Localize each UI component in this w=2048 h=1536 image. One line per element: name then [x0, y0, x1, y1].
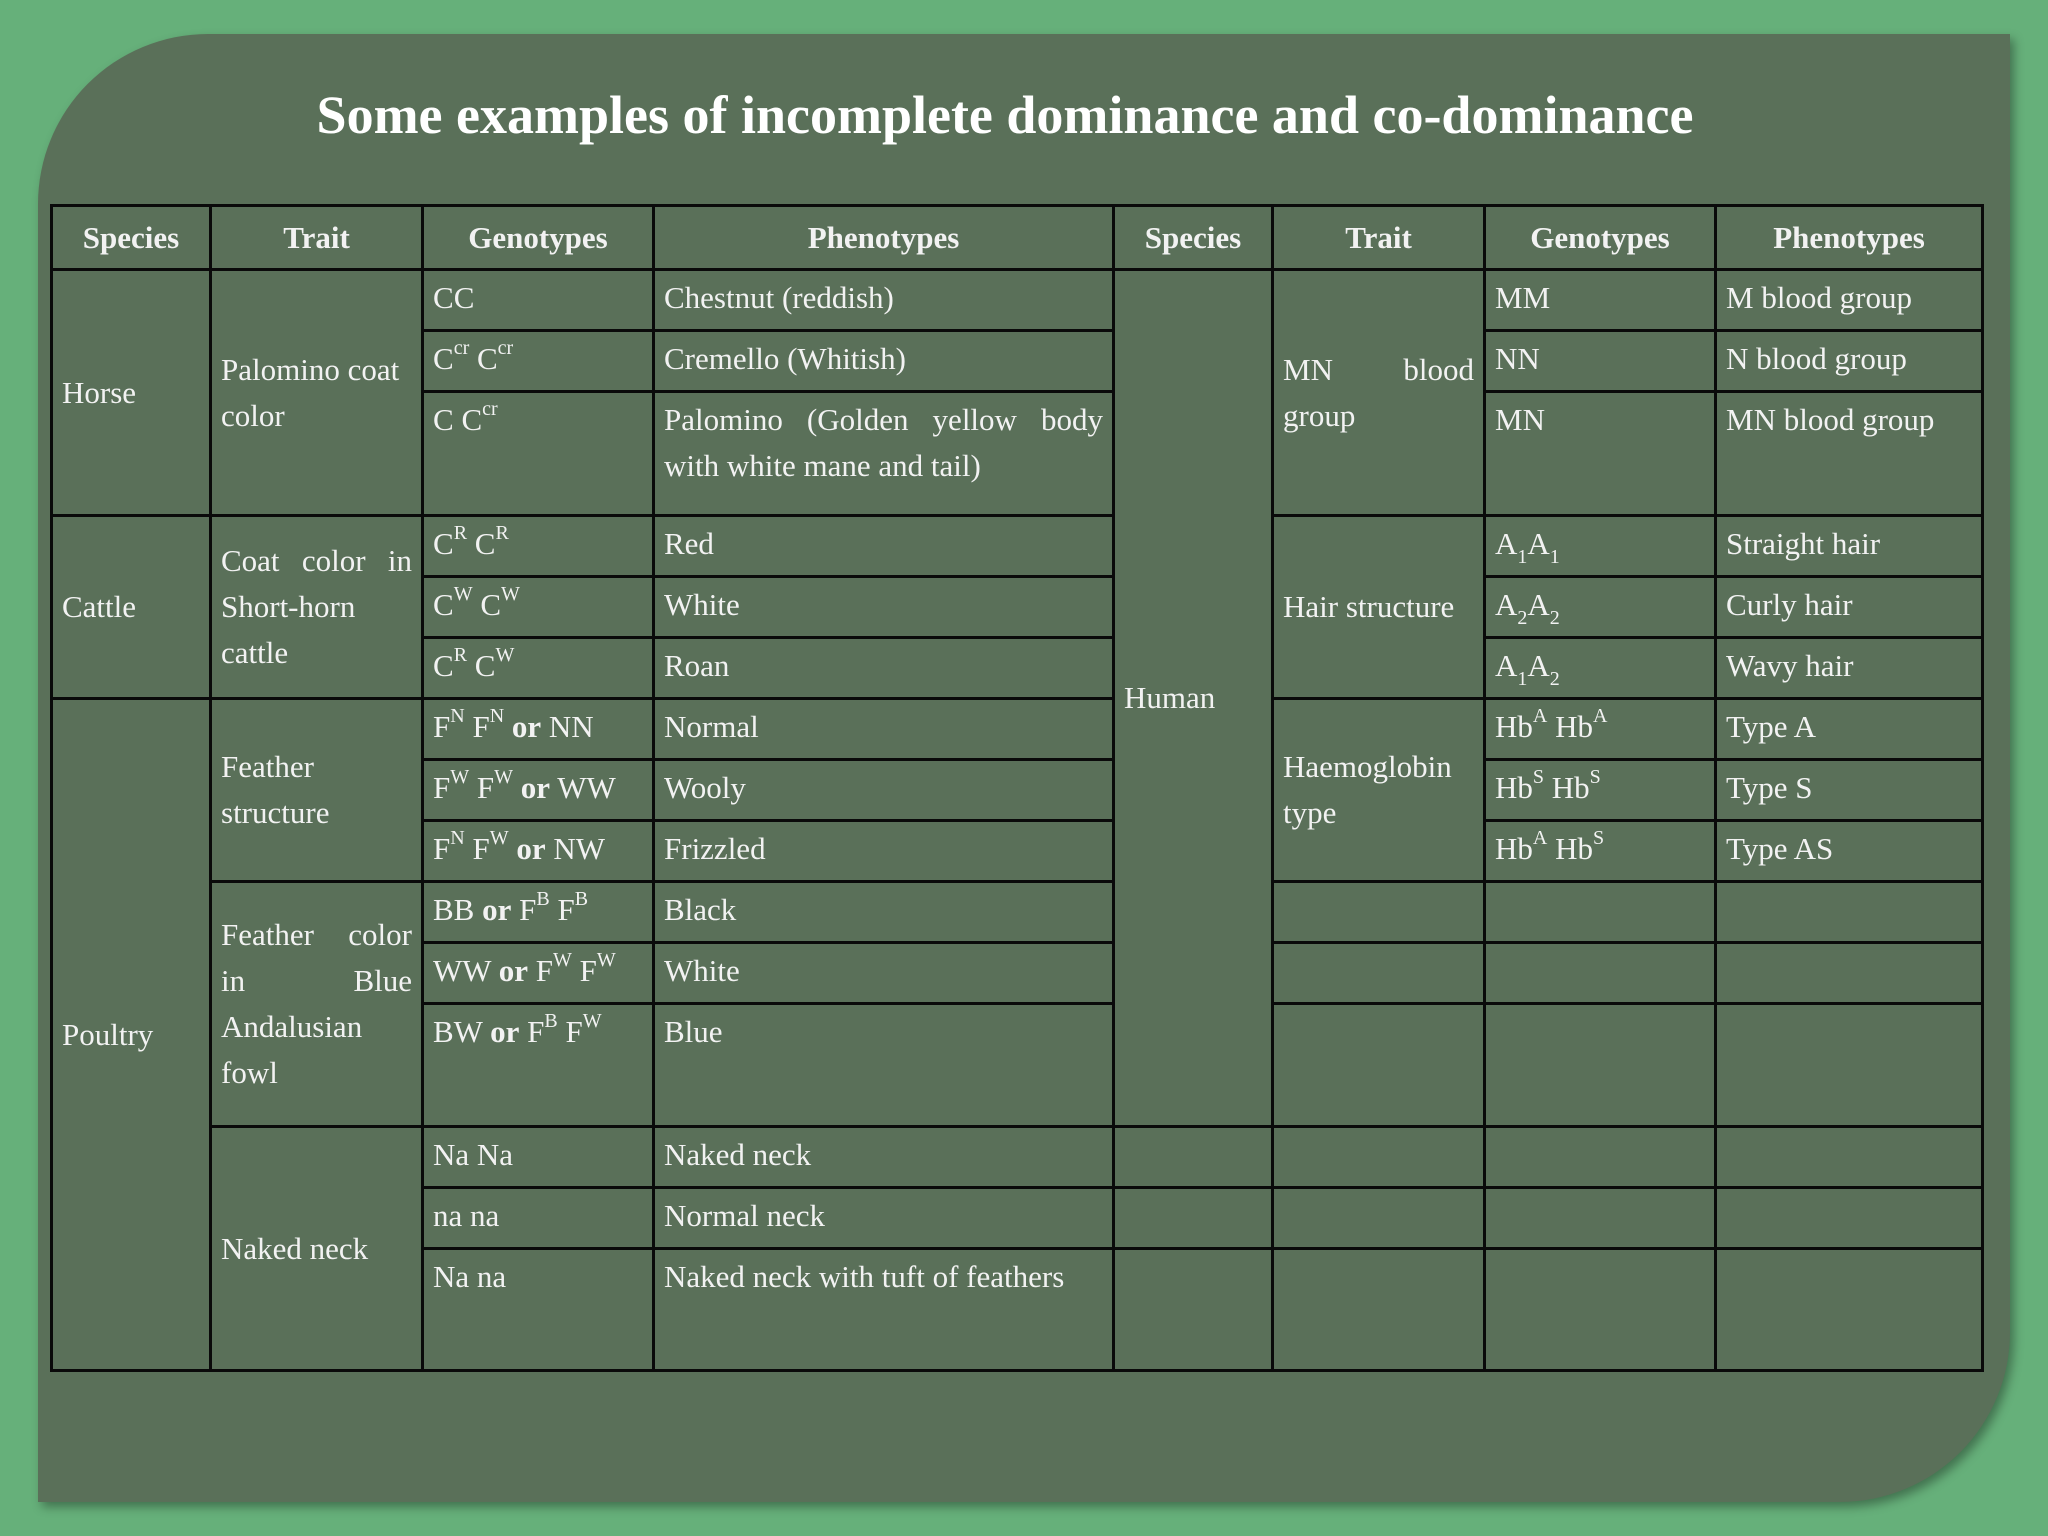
header-genotypes-left: Genotypes	[423, 206, 654, 270]
genotype-cell: na na	[423, 1188, 654, 1249]
empty-cell	[1273, 1188, 1485, 1249]
empty-cell	[1273, 1249, 1485, 1371]
genotype-cell: $C^W$ $C^W$	[423, 577, 654, 638]
empty-cell	[1716, 882, 1983, 943]
genotype-cell: $Hb^S$ $Hb^S$	[1485, 760, 1716, 821]
phenotype-cell: Red	[654, 516, 1114, 577]
empty-cell	[1273, 882, 1485, 943]
phenotype-cell: Cremello (Whitish)	[654, 331, 1114, 392]
genotype-cell: BB or $F^B$ $F^B$	[423, 882, 654, 943]
empty-cell	[1716, 1127, 1983, 1188]
empty-cell	[1485, 1004, 1716, 1127]
empty-cell	[1716, 1188, 1983, 1249]
trait-mn-blood-group: MN blood group	[1273, 270, 1485, 516]
genotype-cell: C $C^{cr}$	[423, 392, 654, 516]
phenotype-cell: Curly hair	[1716, 577, 1983, 638]
phenotype-cell: Normal neck	[654, 1188, 1114, 1249]
empty-cell	[1716, 1004, 1983, 1127]
header-phenotypes-left: Phenotypes	[654, 206, 1114, 270]
genotype-cell: $A_2A_2$	[1485, 577, 1716, 638]
species-poultry: Poultry	[52, 699, 211, 1371]
table-row	[52, 516, 1983, 577]
phenotype-cell: White	[654, 943, 1114, 1004]
phenotype-cell: Naked neck	[654, 1127, 1114, 1188]
empty-cell	[1485, 1188, 1716, 1249]
genotype-cell: $Hb^A$ $Hb^A$	[1485, 699, 1716, 760]
header-genotypes-right: Genotypes	[1485, 206, 1716, 270]
empty-cell	[1114, 1249, 1273, 1371]
header-species-left: Species	[52, 206, 211, 270]
empty-cell	[1485, 943, 1716, 1004]
phenotype-cell: Type A	[1716, 699, 1983, 760]
genotype-cell: BW or $F^B$ $F^W$	[423, 1004, 654, 1127]
dominance-table	[50, 204, 1984, 1372]
empty-cell	[1485, 1127, 1716, 1188]
trait-feather-color: Feather color in Blue Andalusian fowl	[211, 882, 423, 1127]
phenotype-cell: Naked neck with tuft of feathers	[654, 1249, 1114, 1371]
genotype-cell: $C^R$ $C^W$	[423, 638, 654, 699]
genotype-cell: $F^W$ $F^W$ or WW	[423, 760, 654, 821]
genotype-cell: MN	[1485, 392, 1716, 516]
table-row	[52, 270, 1983, 331]
species-cattle: Cattle	[52, 516, 211, 699]
genotype-cell: $C^{cr}$ $C^{cr}$	[423, 331, 654, 392]
phenotype-cell: Type S	[1716, 760, 1983, 821]
empty-cell	[1273, 943, 1485, 1004]
phenotype-cell: M blood group	[1716, 270, 1983, 331]
table-row	[52, 882, 1983, 943]
slide-title: Some examples of incomplete dominance and co-dominance	[316, 85, 1694, 145]
phenotype-cell: Normal	[654, 699, 1114, 760]
trait-naked-neck: Naked neck	[211, 1127, 423, 1371]
phenotype-cell: White	[654, 577, 1114, 638]
header-species-right: Species	[1114, 206, 1273, 270]
empty-cell	[1273, 1127, 1485, 1188]
genotype-cell: $C^R$ $C^R$	[423, 516, 654, 577]
phenotype-cell: Type AS	[1716, 821, 1983, 882]
phenotype-cell: N blood group	[1716, 331, 1983, 392]
trait-palomino: Palomino coat color	[211, 270, 423, 516]
genotype-cell: CC	[423, 270, 654, 331]
phenotype-cell: Straight hair	[1716, 516, 1983, 577]
genotype-cell: $A_1A_1$	[1485, 516, 1716, 577]
genotype-cell: $A_1A_2$	[1485, 638, 1716, 699]
genotype-cell: Na Na	[423, 1127, 654, 1188]
genotype-cell: Na na	[423, 1249, 654, 1371]
species-horse: Horse	[52, 270, 211, 516]
empty-cell	[1716, 1249, 1983, 1371]
empty-cell	[1273, 1004, 1485, 1127]
genotype-cell: NN	[1485, 331, 1716, 392]
header-phenotypes-right: Phenotypes	[1716, 206, 1983, 270]
genotype-cell: $F^N$ $F^N$ or NN	[423, 699, 654, 760]
genotype-cell: WW or $F^W$ $F^W$	[423, 943, 654, 1004]
species-human: Human	[1114, 270, 1273, 1127]
header-trait-left: Trait	[211, 206, 423, 270]
table-row	[52, 1127, 1983, 1188]
empty-cell	[1485, 882, 1716, 943]
header-trait-right: Trait	[1273, 206, 1485, 270]
phenotype-cell: Chestnut (reddish)	[654, 270, 1114, 331]
genotype-cell: $F^N$ $F^W$ or NW	[423, 821, 654, 882]
trait-hair-structure: Hair structure	[1273, 516, 1485, 699]
phenotype-cell: MN blood group	[1716, 392, 1983, 516]
genotype-cell: $Hb^A$ $Hb^S$	[1485, 821, 1716, 882]
trait-shorthorn-coat: Coat color in Short-horn cattle	[211, 516, 423, 699]
phenotype-cell: Wooly	[654, 760, 1114, 821]
phenotype-cell: Roan	[654, 638, 1114, 699]
trait-feather-structure: Feather structure	[211, 699, 423, 882]
trait-haemoglobin-type: Haemoglobin type	[1273, 699, 1485, 882]
genotype-cell: MM	[1485, 270, 1716, 331]
empty-cell	[1114, 1188, 1273, 1249]
table-row	[52, 699, 1983, 760]
phenotype-cell: Blue	[654, 1004, 1114, 1127]
phenotype-cell: Black	[654, 882, 1114, 943]
phenotype-cell: Frizzled	[654, 821, 1114, 882]
empty-cell	[1114, 1127, 1273, 1188]
phenotype-cell: Palomino (Golden yellow body with white mane and tail)	[654, 392, 1114, 516]
table-header-row	[52, 206, 1983, 270]
empty-cell	[1716, 943, 1983, 1004]
empty-cell	[1485, 1249, 1716, 1371]
phenotype-cell: Wavy hair	[1716, 638, 1983, 699]
